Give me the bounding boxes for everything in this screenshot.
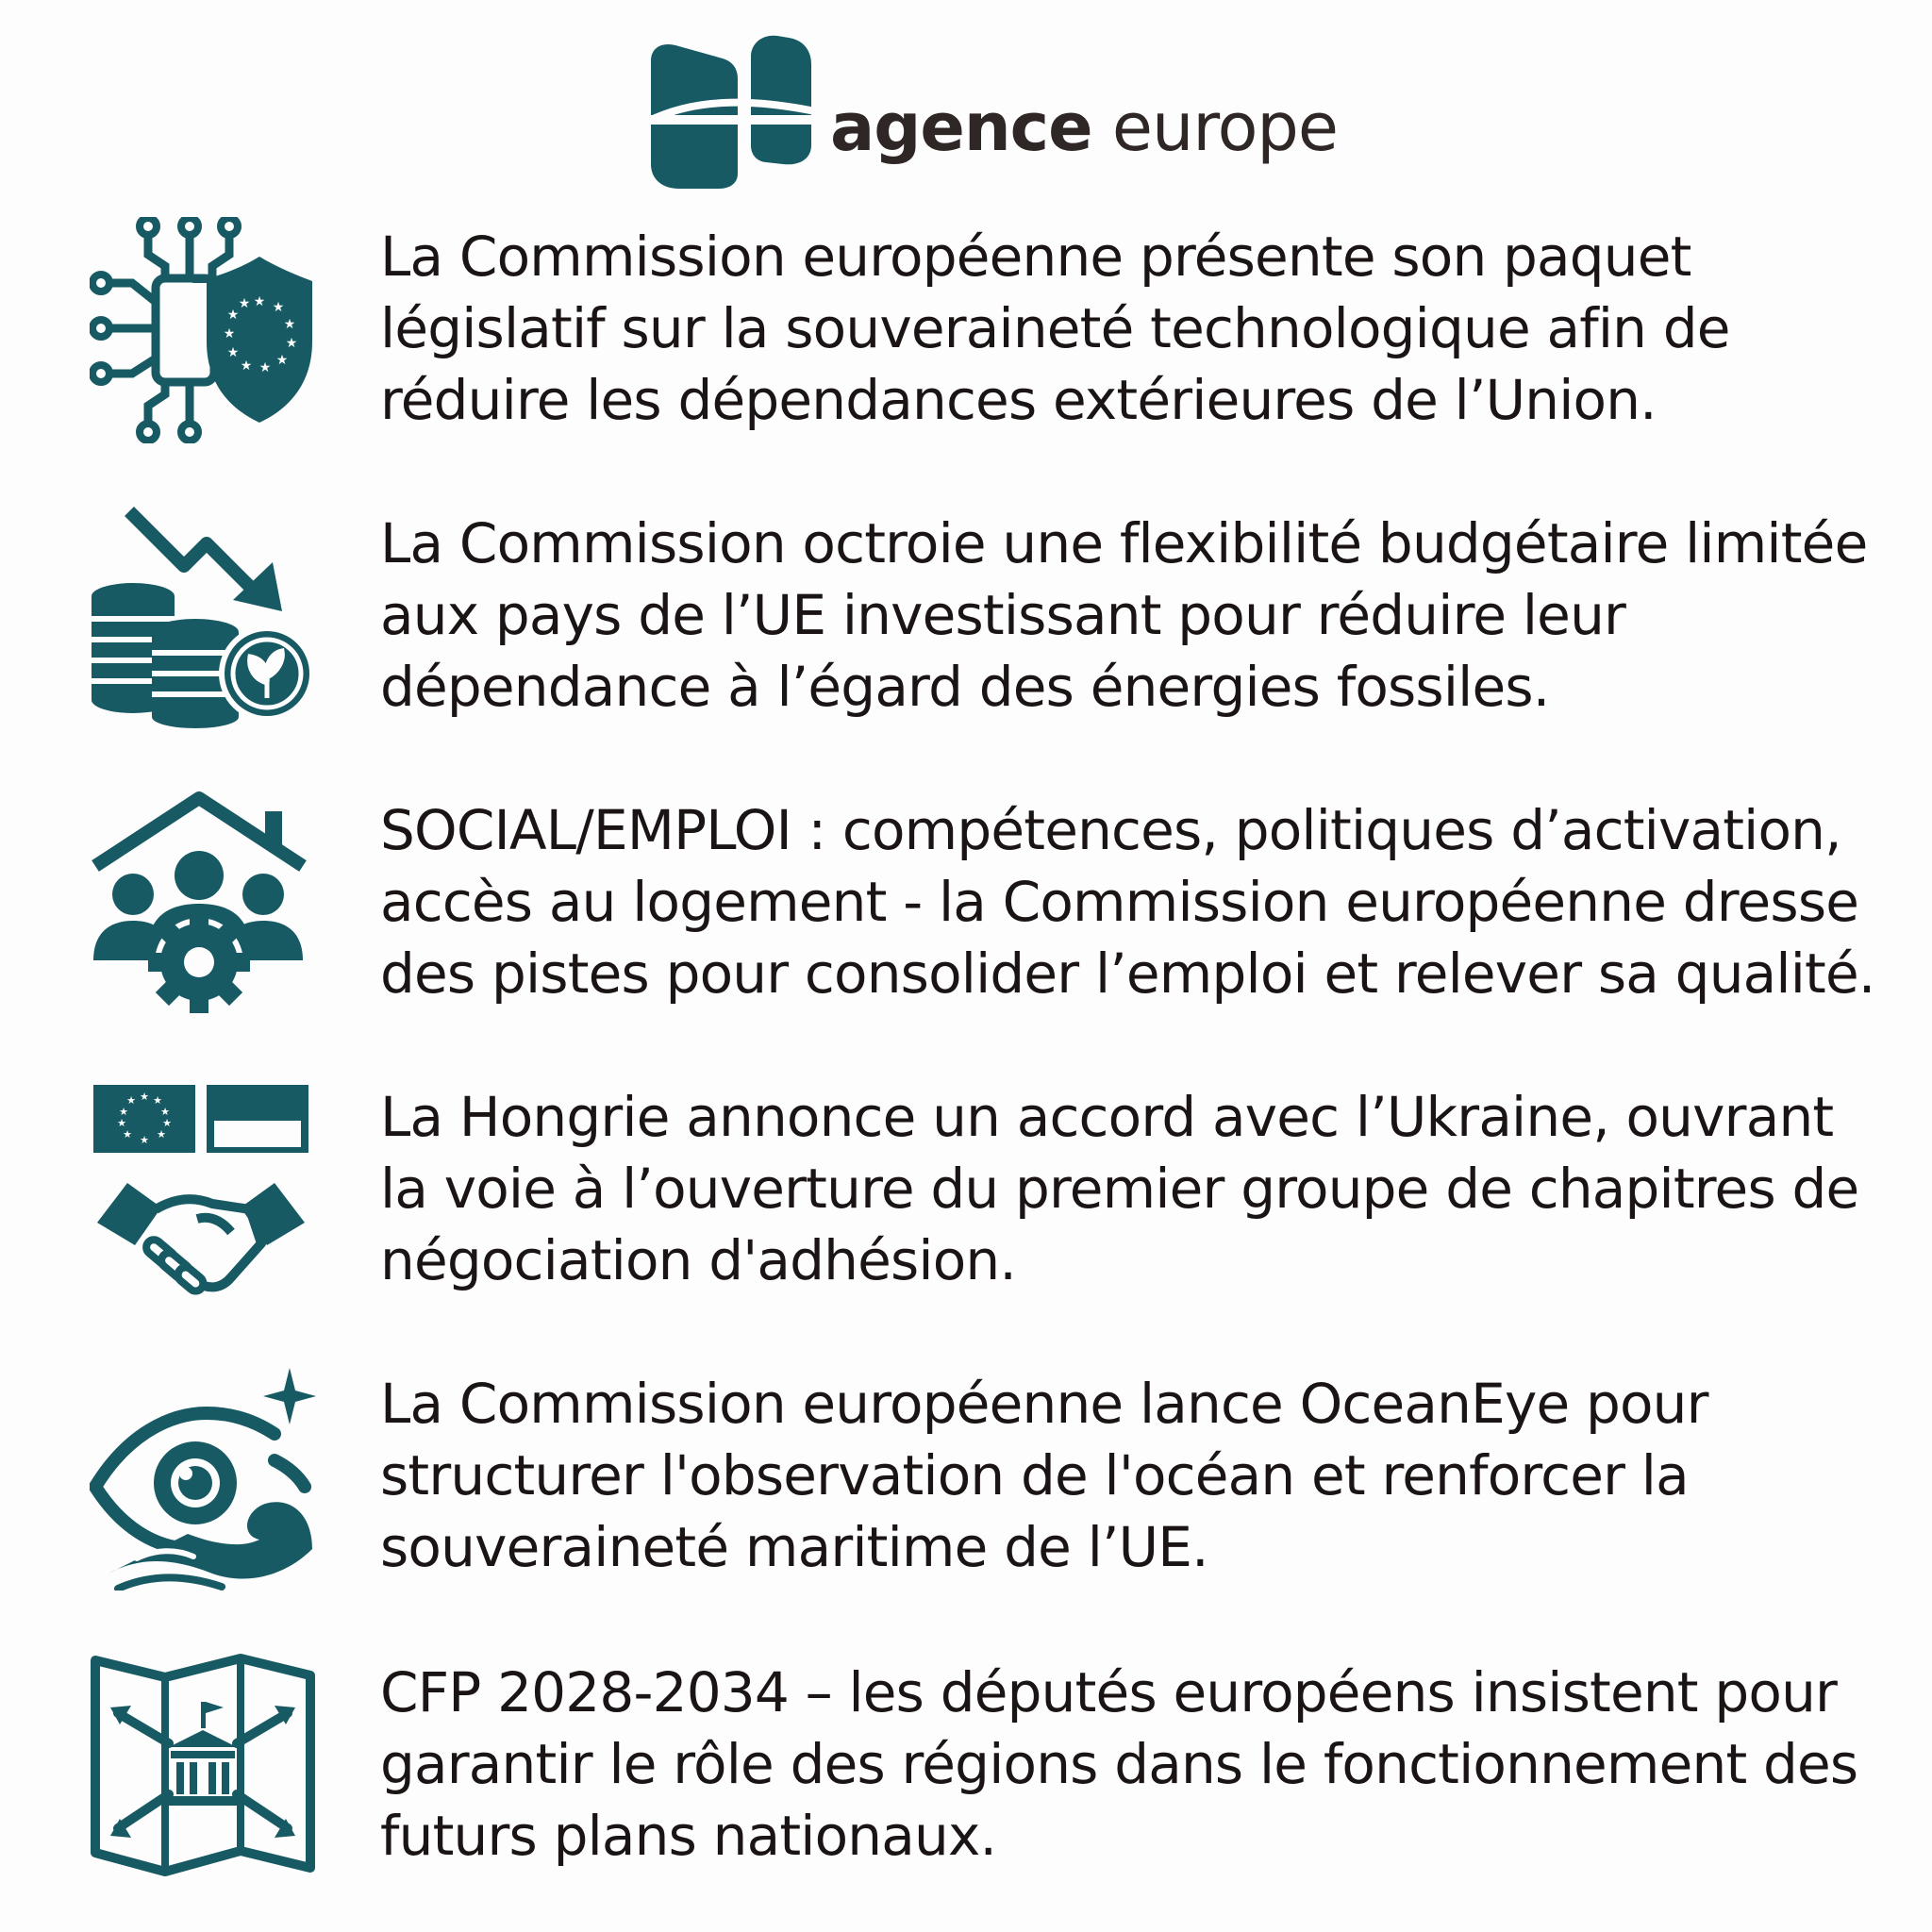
news-line: La Hongrie annonce un accord avec l’Ukraine, ouvrant xyxy=(380,1085,1834,1149)
svg-text:★: ★ xyxy=(283,317,296,332)
svg-text:★: ★ xyxy=(157,1128,166,1141)
svg-text:★: ★ xyxy=(253,294,266,309)
svg-text:★: ★ xyxy=(258,360,272,375)
svg-text:★: ★ xyxy=(226,345,240,360)
news-item-text xyxy=(380,221,1908,436)
svg-text:★: ★ xyxy=(126,1094,136,1107)
brand-word-europe: europe xyxy=(1111,89,1338,166)
news-line: des pistes pour consolider l’emploi et relever sa qualité. xyxy=(380,941,1875,1006)
house-people-gear-icon xyxy=(90,791,316,1017)
svg-text:★: ★ xyxy=(285,336,298,351)
news-line: futurs plans nationaux. xyxy=(380,1804,997,1868)
svg-text:★: ★ xyxy=(240,358,253,374)
news-line: La Commission européenne lance OceanEye pour xyxy=(380,1372,1708,1436)
svg-text:★: ★ xyxy=(153,1094,162,1107)
svg-text:★: ★ xyxy=(275,353,289,368)
news-line: CFP 2028-2034 – les députés européens insistent pour xyxy=(380,1660,1838,1724)
news-item-text xyxy=(380,1368,1908,1583)
chip-shield-eu-icon xyxy=(90,217,316,443)
news-line: la voie à l’ouverture du premier groupe de chapitres de xyxy=(380,1157,1859,1221)
news-line: garantir le rôle des régions dans le fonctionnement des xyxy=(380,1732,1858,1796)
svg-text:★: ★ xyxy=(160,1106,170,1118)
svg-text:★: ★ xyxy=(238,296,251,311)
svg-text:★: ★ xyxy=(140,1134,149,1146)
news-item-text xyxy=(380,1657,1908,1872)
svg-text:★: ★ xyxy=(117,1117,126,1129)
news-item-text xyxy=(380,794,1908,1009)
news-line: accès au logement - la Commission européenne dresse xyxy=(380,870,1859,934)
svg-text:★: ★ xyxy=(223,326,236,341)
coins-decline-leaf-icon xyxy=(90,504,316,730)
news-line: aux pays de l’UE investissant pour réduire leur xyxy=(380,583,1626,647)
news-line: dépendance à l’égard des énergies fossiles. xyxy=(380,655,1550,719)
brand-word-agence: agence xyxy=(830,89,1092,166)
svg-text:★: ★ xyxy=(123,1128,132,1141)
svg-text:★: ★ xyxy=(162,1117,172,1129)
news-line: structurer l'observation de l'océan et renforcer la xyxy=(380,1443,1689,1507)
news-line: négociation d'adhésion. xyxy=(380,1228,1017,1292)
eye-wave-star-icon xyxy=(90,1364,316,1591)
news-item-text xyxy=(380,508,1908,723)
flags-handshake-icon xyxy=(90,1077,316,1304)
news-line: SOCIAL/EMPLOI : compétences, politiques d’activation, xyxy=(380,798,1841,862)
svg-text:★: ★ xyxy=(140,1091,149,1103)
svg-text:★: ★ xyxy=(272,300,285,315)
news-line: La Commission européenne présente son paquet xyxy=(380,225,1691,289)
news-line: réduire les dépendances extérieures de l’Union. xyxy=(380,368,1657,432)
svg-text:★: ★ xyxy=(119,1106,128,1118)
news-line: souveraineté maritime de l’UE. xyxy=(380,1515,1208,1579)
news-line: La Commission octroie une flexibilité budgétaire limitée xyxy=(380,511,1868,575)
news-line: législatif sur la souveraineté technologique afin de xyxy=(380,296,1730,360)
map-institution-arrows-icon xyxy=(90,1653,316,1879)
news-item-text xyxy=(380,1081,1908,1296)
svg-text:★: ★ xyxy=(226,308,240,323)
